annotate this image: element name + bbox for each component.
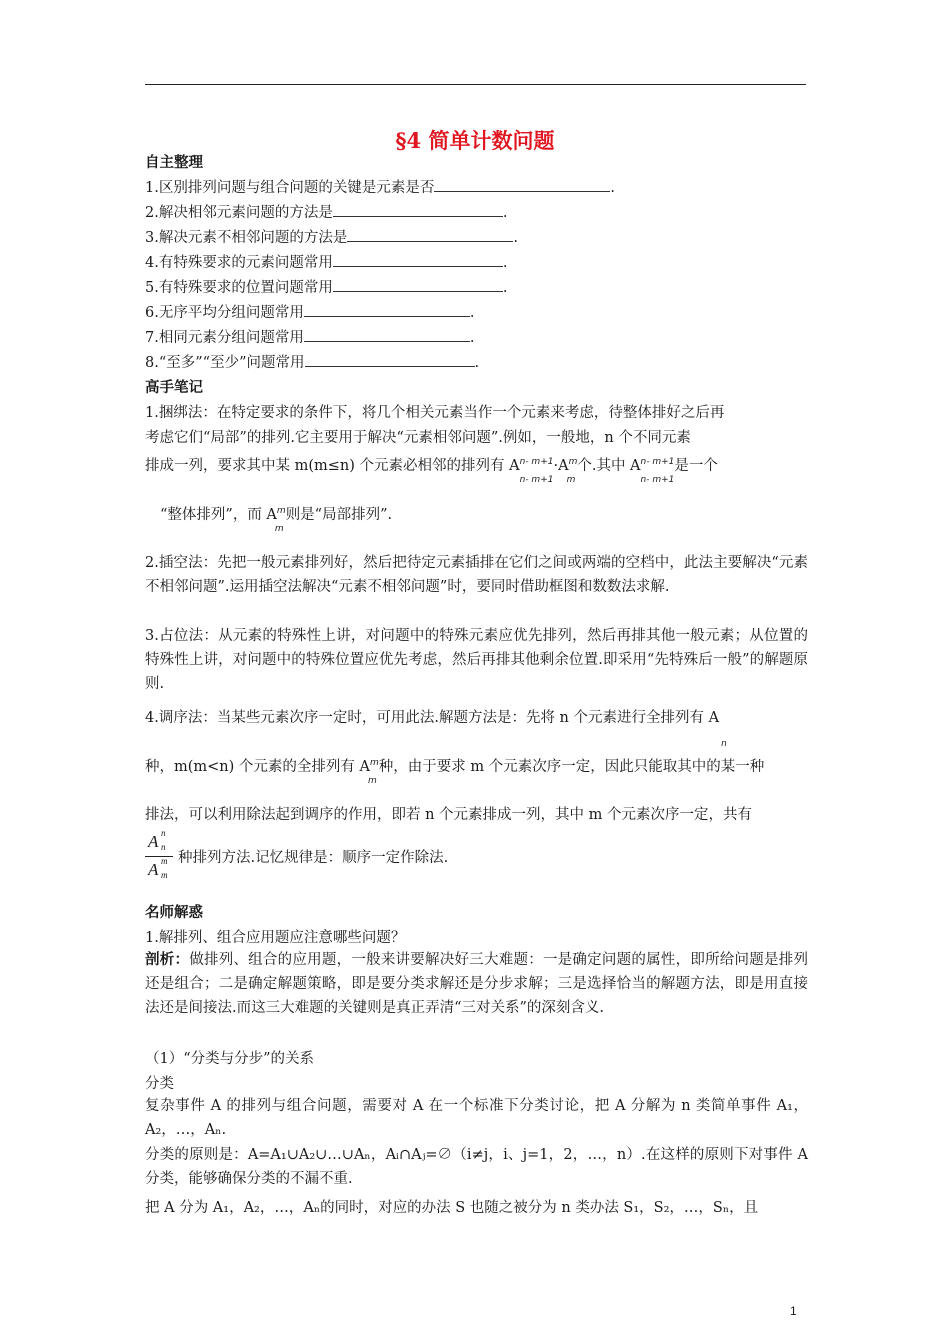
formula-sub: $^m$ m <box>566 457 578 485</box>
formula-sub: $^m$ m <box>274 506 286 534</box>
analysis-paragraph: 剖析：做排列、组合的应用题，一般来讲要解决好三大难题：一是确定问题的属性，即所给问题是排列还是组合；二是确定解题策略，即是要分类求解还是分步求解；三是选择恰当的解题方法，即是用直接法还是间接法.而这三大难题的关键则是真正弄清“三对关系”的深刻含义. <box>145 952 808 1016</box>
section-heading-teacher-qa: 名师解惑 <box>145 905 203 921</box>
header-rule <box>145 84 806 85</box>
answer-blank <box>305 352 475 367</box>
paragraph-line-formula: 种，m(m<n) 个元素的全排列有 $A^m$ m 种，由于要求 m 个元素次序一定，因此只能取其中的某一种 <box>145 758 765 786</box>
fraction-bar <box>145 856 173 857</box>
list-item: 2.解决相邻元素问题的方法是 . <box>145 201 808 222</box>
list-item: 4.有特殊要求的元素问题常用 . <box>145 251 808 272</box>
formula-subsup: $^{n- m+1}$ n- m+1 <box>519 457 554 485</box>
paragraph-occupy: 3.占位法：从元素的特殊性上讲，对问题中的特殊元素应优先排列，然后再排其他一般元素；从位置的特殊性上讲，对问题中的特殊位置应优先考虑，然后再排其他剩余位置.即采用“先特殊后一般”的解题原则. <box>145 628 808 692</box>
section-heading-expert-notes: 高手笔记 <box>145 380 203 396</box>
answer-blank <box>304 302 470 317</box>
paragraph: 分类的原则是：A=A₁∪A₂∪…∪Aₙ，Aᵢ∩Aⱼ=∅（i≠j，i、j=1，2，…，n）.在这样的原则下对事件 A 分类，能够确保分类的不漏不重. <box>145 1147 808 1187</box>
list-item: 7.相同元素分组问题常用 . <box>145 326 808 347</box>
paragraph-line: 把 A 分为 A₁，A₂，…，Aₙ的同时，对应的办法 S 也随之被分为 n 类办法 S₁，S₂，…，Sₙ，且 <box>145 1200 759 1216</box>
formula-sub: $^m$ m <box>368 758 379 786</box>
paragraph-line: 1.捆绑法：在特定要求的条件下，将几个相关元素当作一个元素来考虑，待整体排好之后再 <box>145 405 725 421</box>
subsection-title: （1）“分类与分步”的关系 <box>145 1051 315 1067</box>
list-item: 6.无序平均分组问题常用 . <box>145 301 808 322</box>
section-heading-self-study: 自主整理 <box>145 155 203 171</box>
paragraph-line-formula: 4.调序法：当某些元素次序一定时，可用此法.解题方法是：先将 n 个元素进行全排列有 A n <box>145 710 727 749</box>
paragraph-line: 种排列方法.记忆规律是：顺序一定作除法. <box>178 850 449 866</box>
fraction-formula: A n n A m m <box>145 832 175 886</box>
answer-blank <box>347 227 513 242</box>
answer-blank <box>333 252 503 267</box>
page-number: 1 <box>790 1304 797 1318</box>
page-title: §4 简单计数问题 <box>395 128 555 153</box>
list-item: 3.解决元素不相邻问题的方法是 . <box>145 226 808 247</box>
paragraph-line-formula: “整体排列”，而 $A^m$ m 则是“局部排列”. <box>160 506 393 534</box>
answer-blank <box>333 277 503 292</box>
formula-subsup: $^{n- m+1}$ n- m+1 <box>640 457 675 485</box>
paragraph-line-formula: 排成一列，要求其中某 m(m≤n) 个元素必相邻的排列有 $A^{n- m+1}$ n- m+1 $\cdot A^m$ m 个.其中 $A^{n- m+1}$ n- m+1 是一个 <box>145 457 718 485</box>
list-item: 5.有特殊要求的位置问题常用 . <box>145 276 808 297</box>
list-item: 1.区别排列问题与组合问题的关键是元素是否 . <box>145 176 808 197</box>
answer-blank <box>304 327 470 342</box>
answer-blank <box>333 202 503 217</box>
paragraph: 复杂事件 A 的排列与组合问题，需要对 A 在一个标准下分类讨论，把 A 分解为 n 类简单事件 A₁，A₂，…，Aₙ. <box>145 1098 808 1138</box>
paragraph-insertion: 2.插空法：先把一般元素排列好，然后把待定元素插排在它们之间或两端的空档中，此法主要解决“元素不相邻问题”.运用插空法解决“元素不相邻问题”时，要同时借助框图和数数法求解. <box>145 555 808 595</box>
answer-blank <box>434 177 610 192</box>
list-item: 8.“至多”“至少”问题常用 . <box>145 351 808 372</box>
question-line: 1.解排列、组合应用题应注意哪些问题？ <box>145 930 406 946</box>
paragraph-line: 排法，可以利用除法起到调序的作用，即若 n 个元素排成一列，其中 m 个元素次序一定，共有 <box>145 807 753 823</box>
subsection-label: 分类 <box>145 1076 174 1092</box>
paragraph-line: 考虑它们“局部”的排列.它主要用于解决“元素相邻问题”.例如，一般地，n 个不同元素 <box>145 430 691 446</box>
